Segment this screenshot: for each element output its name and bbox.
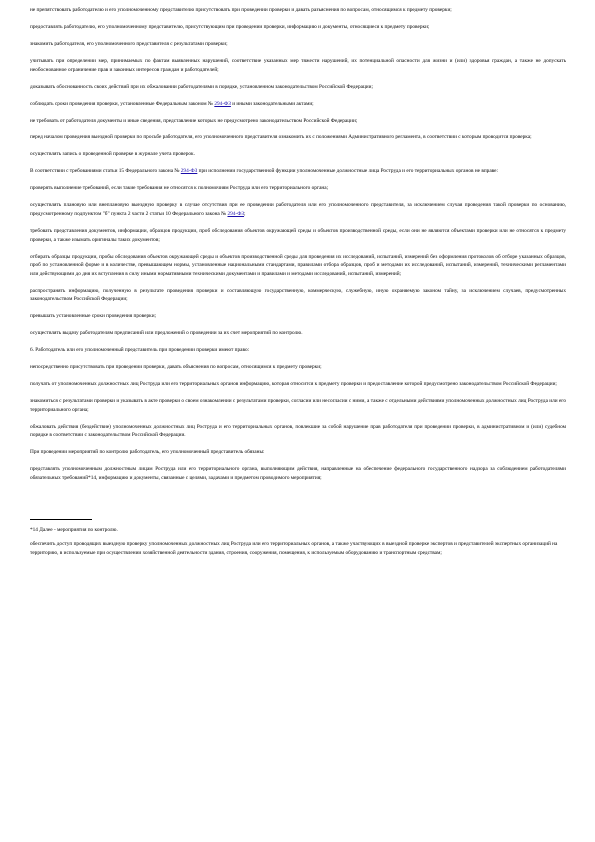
paragraph: отбирать образцы продукции, пробы обследования объектов окружающей среды и объектов производственной среды для проведения их исследований, испытаний, измерений без оформления протоколов об отборе указанных образцов, проб по установленной форме и в количестве, превышающем нормы, установленные национальными стандартами, правилами отбора образцов, проб и методами их исследований, испытаний, измерений, техническими регламентами или действующими до дня их вступления в силу иными нормативными техническими документами и правилами и методами исследований, испытаний, измерений; — [30, 253, 566, 277]
paragraph: осуществлять запись о проведенной проверке в журнале учета проверок. — [30, 151, 195, 158]
paragraph: осуществлять выдачу работодателям предписаний или предложений о проведении за их счет мероприятий по контролю. — [30, 330, 303, 337]
paragraph: представлять уполномоченным должностным лицам Роструда или его территориального органа, выполняющим действия, направленные на обеспечение федерального государственного надзора за соблюдением работодателями обязательных требований*14, информацию и документы, связанные с целями, задачами и предметом проводимого мероприятия; — [30, 466, 566, 481]
footnote-separator — [30, 519, 92, 520]
paragraph: доказывать обоснованность своих действий при их обжаловании работодателями в порядке, установленном законодательством Российской Федерации; — [30, 83, 373, 90]
paragraph: не требовать от работодателя документы и иные сведения, представление которых не предусмотрено законодательством Российской Федерации; — [30, 117, 358, 124]
paragraph: соблюдать сроки проведения проверки, установленные Федеральным законом № 294-ФЗ и иными законодательными актами; — [30, 100, 314, 107]
paragraph: обжаловать действия (бездействие) уполномоченных должностных лиц Роструда и его территориальных органов, повлекшие за собой нарушение прав работодателя при проведении проверки, в административном и (или) судебном порядке в соответствии с законодательством Российской Федерации. — [30, 423, 566, 439]
paragraph: учитывать при определении мер, принимаемых по фактам выявленных нарушений, соответствие указанных мер тяжести нарушений, их потенциальной опасности для жизни и (или) здоровья граждан, а также не допускать необоснованное ограничение прав и законных интересов граждан и работодателей; — [30, 57, 566, 73]
paragraph: непосредственно присутствовать при проведении проверки, давать объяснения по вопросам, относящимся к предмету проверки; — [30, 364, 322, 371]
paragraph: При проведении мероприятий по контролю работодатель, его уполномоченный представитель обязаны: — [30, 449, 265, 456]
paragraph: осуществлять плановую или внеплановую выездную проверку в случае отсутствия при ее проведении работодателя или его уполномоченного представителя, за исключением случая проведения такой проверки по основанию, предусмотренному подпунктом "б" пункта 2 части 2 статьи 10 Федерального закона № 294-ФЗ; — [30, 202, 566, 218]
document-page — [30, 6, 566, 563]
paragraph: перед началом проведения выездной проверки по просьбе работодателя, его уполномоченного представителя ознакомить их с положениями Административного регламента, в соответствии с которым проводится проверка; — [30, 134, 532, 141]
paragraph: требовать представления документов, информации, образцов продукции, проб обследования объектов окружающей среды и объектов производственной среды, если они не являются объектами проверки или не относятся к предмету проверки, а также изымать оригиналы таких документов; — [30, 228, 566, 243]
law-link[interactable]: 294-ФЗ — [180, 168, 198, 175]
paragraph: распространять информацию, полученную в результате проведения проверки и составляющую государственную, коммерческую, служебную, иную охраняемую законом тайну, за исключением случаев, предусмотренных законодательством Российской Федерации; — [30, 287, 566, 303]
paragraph: знакомиться с результатами проверки и указывать в акте проверки о своем ознакомлении с результатами проверки, согласии или несогласии с ними, а также с отдельными действиями уполномоченных должностных лиц Роструда или его территориального органа; — [30, 398, 566, 413]
law-link[interactable]: 294-ФЗ — [227, 211, 245, 218]
section-heading: 6. Работодатель или его уполномоченный представитель при проведении проверки имеют право: — [30, 347, 250, 354]
law-link[interactable]: 294-ФЗ — [214, 100, 231, 107]
paragraph: проверять выполнение требований, если такие требования не относятся к полномочиям Роструда или его территориального органа; — [30, 185, 329, 192]
paragraph: не препятствовать работодателю и его уполномоченному представителю присутствовать при проведении проверки и давать разъяснения по вопросам, относящимся к предмету проверки; — [30, 7, 452, 13]
paragraph: обеспечить доступ проводящих выездную проверку уполномоченных должностных лиц Роструда или его территориальных органов, а также участвующих в выездной проверке экспертов и представителей экспертных организаций на территорию, в используемые при осуществлении хозяйственной деятельности здания, строения, сооружения, помещения, к используемым оборудованию и транспортным средствам; — [30, 541, 558, 556]
footnote: *14 Далее - мероприятия по контролю. — [30, 526, 118, 533]
paragraph: получать от уполномоченных должностных лиц Роструда или его территориальных органов информацию, которая относится к предмету проверки и предоставление которой предусмотрено законодательством Российской Федерации; — [30, 381, 557, 388]
paragraph: знакомить работодателя, его уполномоченного представителя с результатами проверки; — [30, 40, 228, 47]
paragraph: предоставлять работодателю, его уполномоченному представителю, присутствующим при проведении проверки, информацию и документы, относящиеся к предмету проверки; — [30, 23, 430, 30]
paragraph: превышать установленные сроки проведения проверки; — [30, 313, 157, 320]
paragraph: В соответствии с требованиями статьи 15 Федерального закона № 294-ФЗ при исполнении государственной функции уполномоченные должностные лица Роструда и его территориальных органов не вправе: — [30, 168, 498, 175]
